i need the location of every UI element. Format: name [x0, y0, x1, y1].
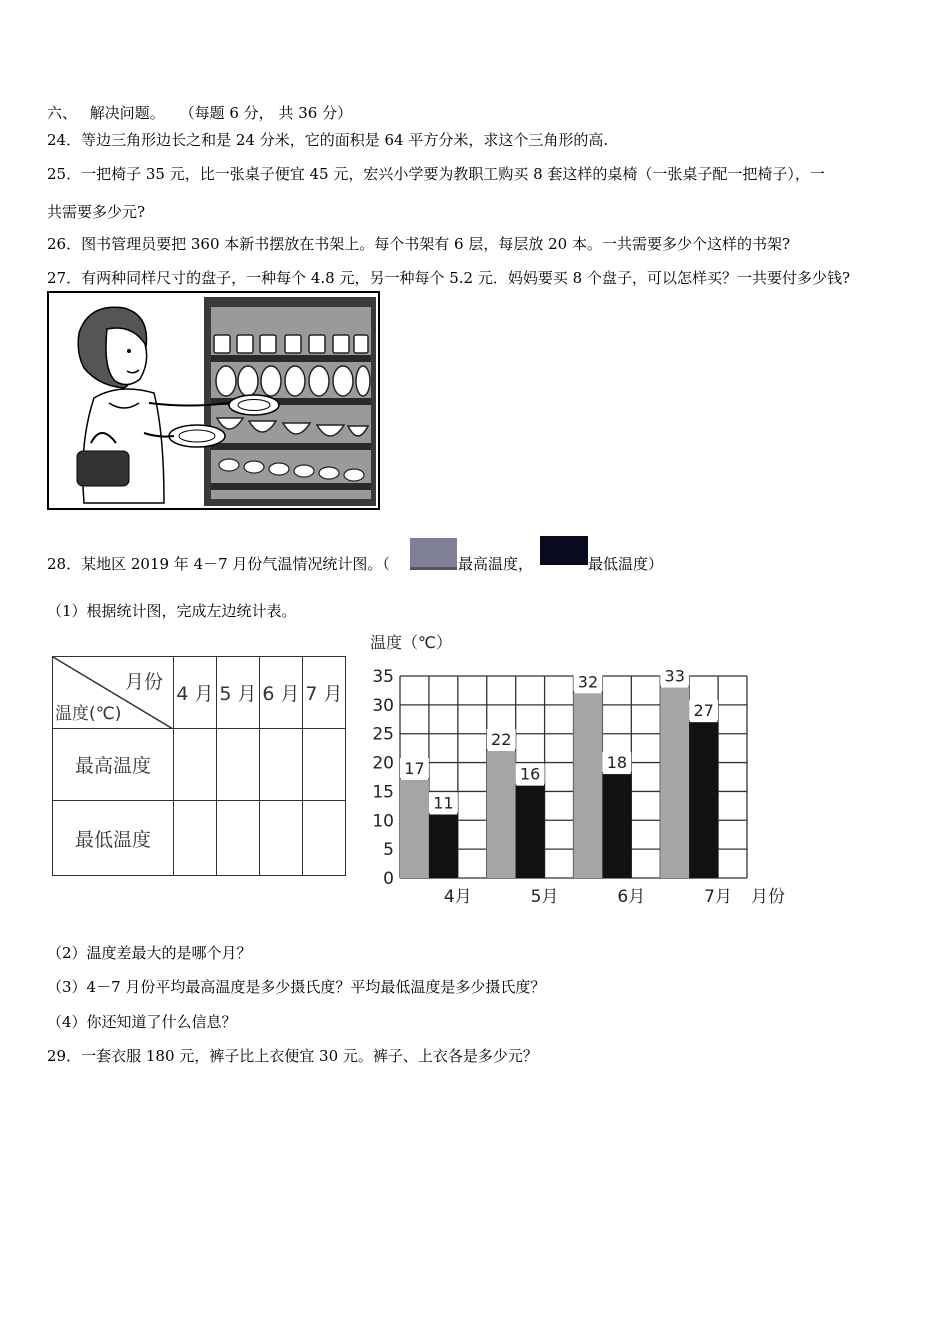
table-month-header: 7 月: [303, 657, 346, 729]
bar-high: [574, 693, 603, 878]
x-tick-label: 4月: [443, 887, 472, 907]
table-empty-cell[interactable]: [303, 729, 346, 801]
table-corner-temp: 温度(℃): [55, 704, 122, 724]
question-24: 24．等边三角形边长之和是 24 分米，它的面积是 64 平方分米，求这个三角形的高.: [47, 131, 609, 149]
question-25-line2: 共需要多少元?: [47, 203, 146, 221]
section-label: 六、: [47, 104, 78, 122]
table-month-header: 6 月: [260, 657, 303, 729]
question-28-part3: （3）4－7 月份平均最高温度是多少摄氏度？平均最低温度是多少摄氏度？: [47, 978, 546, 996]
question-28-part2: （2）温度差最大的是哪个月？: [47, 944, 252, 962]
table-month-header: 5 月: [217, 657, 260, 729]
data-label: 32: [577, 672, 599, 692]
bar-high: [400, 780, 429, 878]
section-note: （每题 6 分， 共 36 分）: [179, 104, 353, 122]
table-corner-cell: [53, 657, 174, 729]
table-corner-month: 月份: [124, 671, 163, 693]
table-empty-cell[interactable]: [174, 729, 217, 801]
bar-low: [602, 774, 631, 878]
section-heading: [47, 102, 352, 123]
y-tick-label: 0: [383, 869, 394, 889]
x-tick-label: 5月: [530, 887, 559, 907]
y-tick-label: 35: [372, 667, 394, 687]
y-tick-label: 20: [372, 753, 394, 774]
data-label: 17: [404, 758, 425, 778]
data-label: 16: [519, 764, 541, 784]
bar-high: [487, 751, 516, 878]
data-label: 18: [606, 753, 628, 773]
table-empty-cell[interactable]: [260, 729, 303, 801]
question-29: 29．一套衣服 180 元，裤子比上衣便宜 30 元。裤子、上衣各是多少元？: [47, 1047, 538, 1065]
question-25-line1: 25．一把椅子 35 元，比一张桌子便宜 45 元，宏兴小学要为教职工购买 8 套这样的桌椅（一张桌子配一把椅子），一: [47, 165, 825, 183]
table-empty-cell[interactable]: [174, 801, 217, 876]
x-tick-label: 6月: [617, 887, 646, 907]
table-empty-cell[interactable]: [260, 801, 303, 876]
bar-low: [516, 786, 545, 878]
section-title: 解决问题。: [89, 104, 165, 122]
bar-low: [429, 815, 458, 878]
data-label: 22: [491, 730, 512, 750]
bar-high: [660, 688, 689, 878]
table-row-label-low: 最低温度: [53, 801, 174, 876]
question-28-part4: （4）你还知道了什么信息？: [47, 1013, 237, 1031]
data-label: 27: [693, 701, 714, 721]
temperature-table: [52, 656, 346, 876]
legend-swatch-high: [410, 538, 457, 570]
data-label: 33: [664, 666, 685, 686]
y-tick-label: 30: [372, 695, 394, 716]
legend-label-low: 最低温度）: [588, 555, 664, 573]
table-empty-cell[interactable]: [303, 801, 346, 876]
y-axis-label: 温度（℃）: [370, 633, 452, 652]
legend-swatch-low: [540, 536, 588, 565]
table-month-header: 4 月: [174, 657, 217, 729]
temperature-bar-chart: [362, 628, 802, 908]
question-28-part1: （1）根据统计图，完成左边统计表。: [47, 602, 297, 620]
x-axis-label: 月份: [751, 887, 785, 907]
table-row-label-high: 最高温度: [53, 729, 174, 801]
y-tick-label: 5: [383, 840, 394, 861]
y-tick-label: 10: [372, 811, 394, 832]
x-tick-label: 7月: [704, 887, 732, 907]
table-empty-cell[interactable]: [217, 801, 260, 876]
plate-shop-illustration: [47, 291, 380, 510]
y-tick-label: 15: [372, 782, 394, 803]
question-26: 26．图书管理员要把 360 本新书摆放在书架上。每个书架有 6 层，每层放 20 本。一共需要多少个这样的书架?: [47, 235, 791, 253]
table-empty-cell[interactable]: [217, 729, 260, 801]
bar-low: [689, 722, 718, 878]
question-28-intro: 28．某地区 2019 年 4－7 月份气温情况统计图。（: [47, 555, 390, 573]
legend-label-high: 最高温度，: [458, 555, 534, 573]
y-tick-label: 25: [372, 724, 394, 745]
data-label: 11: [433, 793, 454, 813]
question-27: 27．有两种同样尺寸的盘子，一种每个 4.8 元，另一种每个 5.2 元．妈妈要买 8 个盘子，可以怎样买？一共要付多少钱?: [47, 269, 850, 287]
